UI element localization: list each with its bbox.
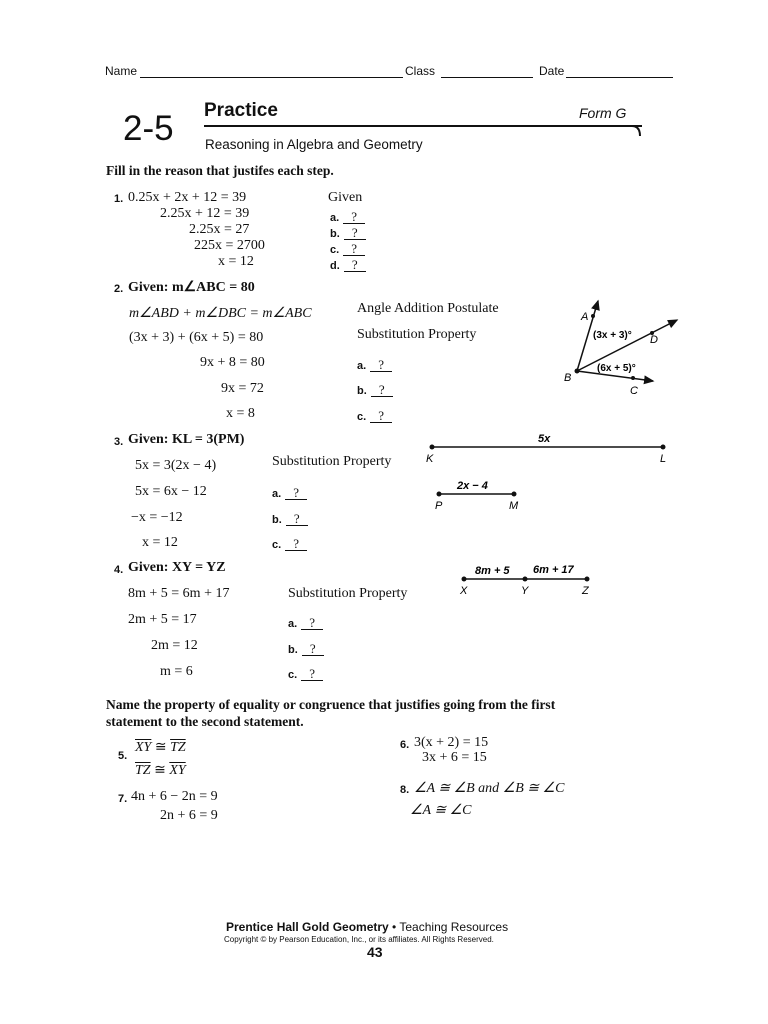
label-p: P — [435, 500, 443, 512]
label-xy: 8m + 5 — [475, 565, 510, 577]
p3-answer-b[interactable] — [272, 510, 308, 528]
p2-reason-1: Angle Addition Postulate — [357, 301, 499, 316]
answer-label: b. — [357, 385, 367, 397]
section1-instruction: Fill in the reason that justifes each step. — [106, 163, 334, 178]
label-d: D — [650, 334, 658, 346]
segment-xy: $\overline{XY}$ — [135, 740, 152, 755]
answer-blank[interactable]: ? — [344, 227, 366, 240]
answer-label: a. — [272, 488, 282, 500]
answer-blank[interactable]: ? — [370, 359, 392, 372]
answer-label: b. — [288, 644, 298, 656]
lesson-number: 2-5 — [123, 109, 174, 148]
p2-answer-b[interactable] — [357, 381, 393, 399]
p8-line-1: ∠A ≅ ∠B and ∠B ≅ ∠C — [414, 781, 565, 796]
name-label: Name — [105, 64, 138, 78]
p4-step-3: 2m = 12 — [151, 638, 198, 653]
class-field-line[interactable] — [441, 77, 533, 78]
answer-label: a. — [330, 212, 340, 224]
problem-8-number: 8. — [400, 784, 410, 796]
p1-answer-d[interactable] — [330, 256, 366, 274]
answer-blank[interactable]: ? — [285, 538, 307, 551]
p3-reason-1: Substitution Property — [272, 454, 392, 469]
p5-line-1 — [135, 739, 186, 756]
answer-blank[interactable]: ? — [344, 259, 366, 272]
p3-answer-c[interactable] — [272, 535, 307, 553]
p3-answer-a[interactable] — [272, 484, 307, 502]
answer-label: c. — [288, 669, 298, 681]
p6-line-2: 3x + 6 = 15 — [422, 750, 487, 765]
answer-label: c. — [330, 244, 340, 256]
answer-blank[interactable]: ? — [286, 513, 308, 526]
answer-label: c. — [272, 539, 282, 551]
p6-line-1: 3(x + 2) = 15 — [414, 735, 489, 750]
p1-step-5: x = 12 — [218, 254, 254, 269]
label-c: C — [630, 385, 638, 397]
segment-tz: $\overline{TZ}$ — [170, 740, 186, 755]
page-title: Practice — [204, 100, 278, 121]
congruence-symbol: ≅ — [154, 763, 166, 778]
problem-6-number: 6. — [400, 739, 410, 751]
date-field-line[interactable] — [566, 77, 673, 78]
p2-step-1: m∠ABD + m∠DBC = m∠ABC — [129, 306, 312, 321]
p4-given: Given: XY = YZ — [128, 560, 226, 575]
answer-label: b. — [330, 228, 340, 240]
label-m: M — [509, 500, 519, 512]
p2-answer-c[interactable] — [357, 407, 392, 425]
answer-label: c. — [357, 411, 367, 423]
p3-step-3: −x = −12 — [131, 510, 183, 525]
p2-step-5: x = 8 — [226, 406, 255, 421]
p3-step-2: 5x = 6x − 12 — [135, 484, 207, 499]
label-x: X — [460, 585, 468, 597]
angle-label-2: (6x + 5)° — [597, 363, 636, 374]
label-k: K — [426, 453, 434, 465]
answer-blank[interactable]: ? — [370, 410, 392, 423]
p3-segment-figure — [420, 428, 680, 518]
p4-segment-figure — [455, 560, 600, 600]
p7-line-1: 4n + 6 − 2n = 9 — [131, 789, 218, 804]
p1-step-2: 2.25x + 12 = 39 — [160, 206, 250, 221]
form-label: Form G — [579, 105, 627, 121]
label-z: Z — [582, 585, 589, 597]
p4-reason-1: Substitution Property — [288, 586, 408, 601]
answer-label: a. — [288, 618, 298, 630]
problem-2-number: 2. — [114, 283, 124, 295]
label-b: B — [564, 372, 572, 384]
segment-xy: $\overline{XY}$ — [169, 763, 186, 778]
label-a: A — [581, 311, 589, 323]
p1-step-4: 225x = 2700 — [194, 238, 265, 253]
footer-book-line — [226, 920, 508, 934]
label-yz: 6m + 17 — [533, 564, 574, 576]
p7-line-2: 2n + 6 = 9 — [160, 808, 218, 823]
p3-given: Given: KL = 3(PM) — [128, 432, 245, 447]
p2-angle-figure — [555, 295, 695, 400]
label-pm: 2x − 4 — [457, 480, 488, 492]
problem-4-number: 4. — [114, 564, 124, 576]
footer-resources: Teaching Resources — [399, 920, 509, 934]
answer-blank[interactable]: ? — [301, 668, 323, 681]
label-kl: 5x — [538, 433, 551, 445]
problem-7-number: 7. — [118, 793, 128, 805]
congruence-symbol: ≅ — [154, 740, 167, 755]
answer-blank[interactable]: ? — [285, 487, 307, 500]
p2-step-4: 9x = 72 — [221, 381, 264, 396]
footer-copyright: Copyright © by Pearson Education, Inc., or its affiliates. All Rights Reserved. — [224, 935, 494, 944]
answer-blank[interactable]: ? — [302, 643, 324, 656]
angle-label-1: (3x + 3)° — [593, 330, 632, 341]
vertex-b — [575, 369, 580, 374]
p2-answer-a[interactable] — [357, 356, 392, 374]
p1-reason-given: Given — [328, 190, 363, 205]
p3-step-1: 5x = 3(2x − 4) — [135, 458, 217, 473]
p1-step-1: 0.25x + 2x + 12 = 39 — [128, 190, 247, 205]
p8-line-2: ∠A ≅ ∠C — [410, 803, 472, 818]
answer-blank[interactable]: ? — [343, 243, 365, 256]
footer-bullet: • — [388, 920, 400, 934]
p2-given: Given: m∠ABC = 80 — [128, 280, 255, 295]
class-label: Class — [405, 64, 436, 78]
book-title: Prentice Hall Gold Geometry — [226, 920, 389, 934]
answer-label: b. — [272, 514, 282, 526]
label-l: L — [660, 453, 667, 465]
p4-answer-b[interactable] — [288, 640, 324, 658]
p2-step-2: (3x + 3) + (6x + 5) = 80 — [129, 330, 264, 345]
answer-blank[interactable]: ? — [301, 617, 323, 630]
p5-line-2 — [135, 762, 186, 779]
p4-answer-a[interactable] — [288, 614, 323, 632]
page-subtitle: Reasoning in Algebra and Geometry — [205, 137, 423, 152]
answer-label: d. — [330, 260, 340, 272]
section2-instruction-line2: statement to the second statement. — [106, 714, 304, 729]
problem-3-number: 3. — [114, 436, 124, 448]
p4-step-1: 8m + 5 = 6m + 17 — [128, 586, 230, 601]
p4-answer-c[interactable] — [288, 665, 323, 683]
problem-5-number: 5. — [118, 750, 128, 762]
p4-step-4: m = 6 — [160, 664, 193, 679]
section2-instruction-line1: Name the property of equality or congruence that justifies going from the first — [106, 697, 556, 712]
p1-step-3: 2.25x = 27 — [189, 222, 250, 237]
problem-1-number: 1. — [114, 193, 124, 205]
label-y: Y — [521, 585, 529, 597]
p4-step-2: 2m + 5 = 17 — [128, 612, 197, 627]
answer-blank[interactable]: ? — [371, 384, 393, 397]
answer-blank[interactable]: ? — [343, 211, 365, 224]
name-field-line[interactable] — [140, 77, 403, 78]
p2-reason-2: Substitution Property — [357, 327, 477, 342]
p3-step-4: x = 12 — [142, 535, 178, 550]
date-label: Date — [539, 64, 565, 78]
page-number: 43 — [367, 944, 383, 960]
answer-label: a. — [357, 360, 367, 372]
p2-step-3: 9x + 8 = 80 — [200, 355, 265, 370]
segment-tz: $\overline{TZ}$ — [135, 763, 151, 778]
